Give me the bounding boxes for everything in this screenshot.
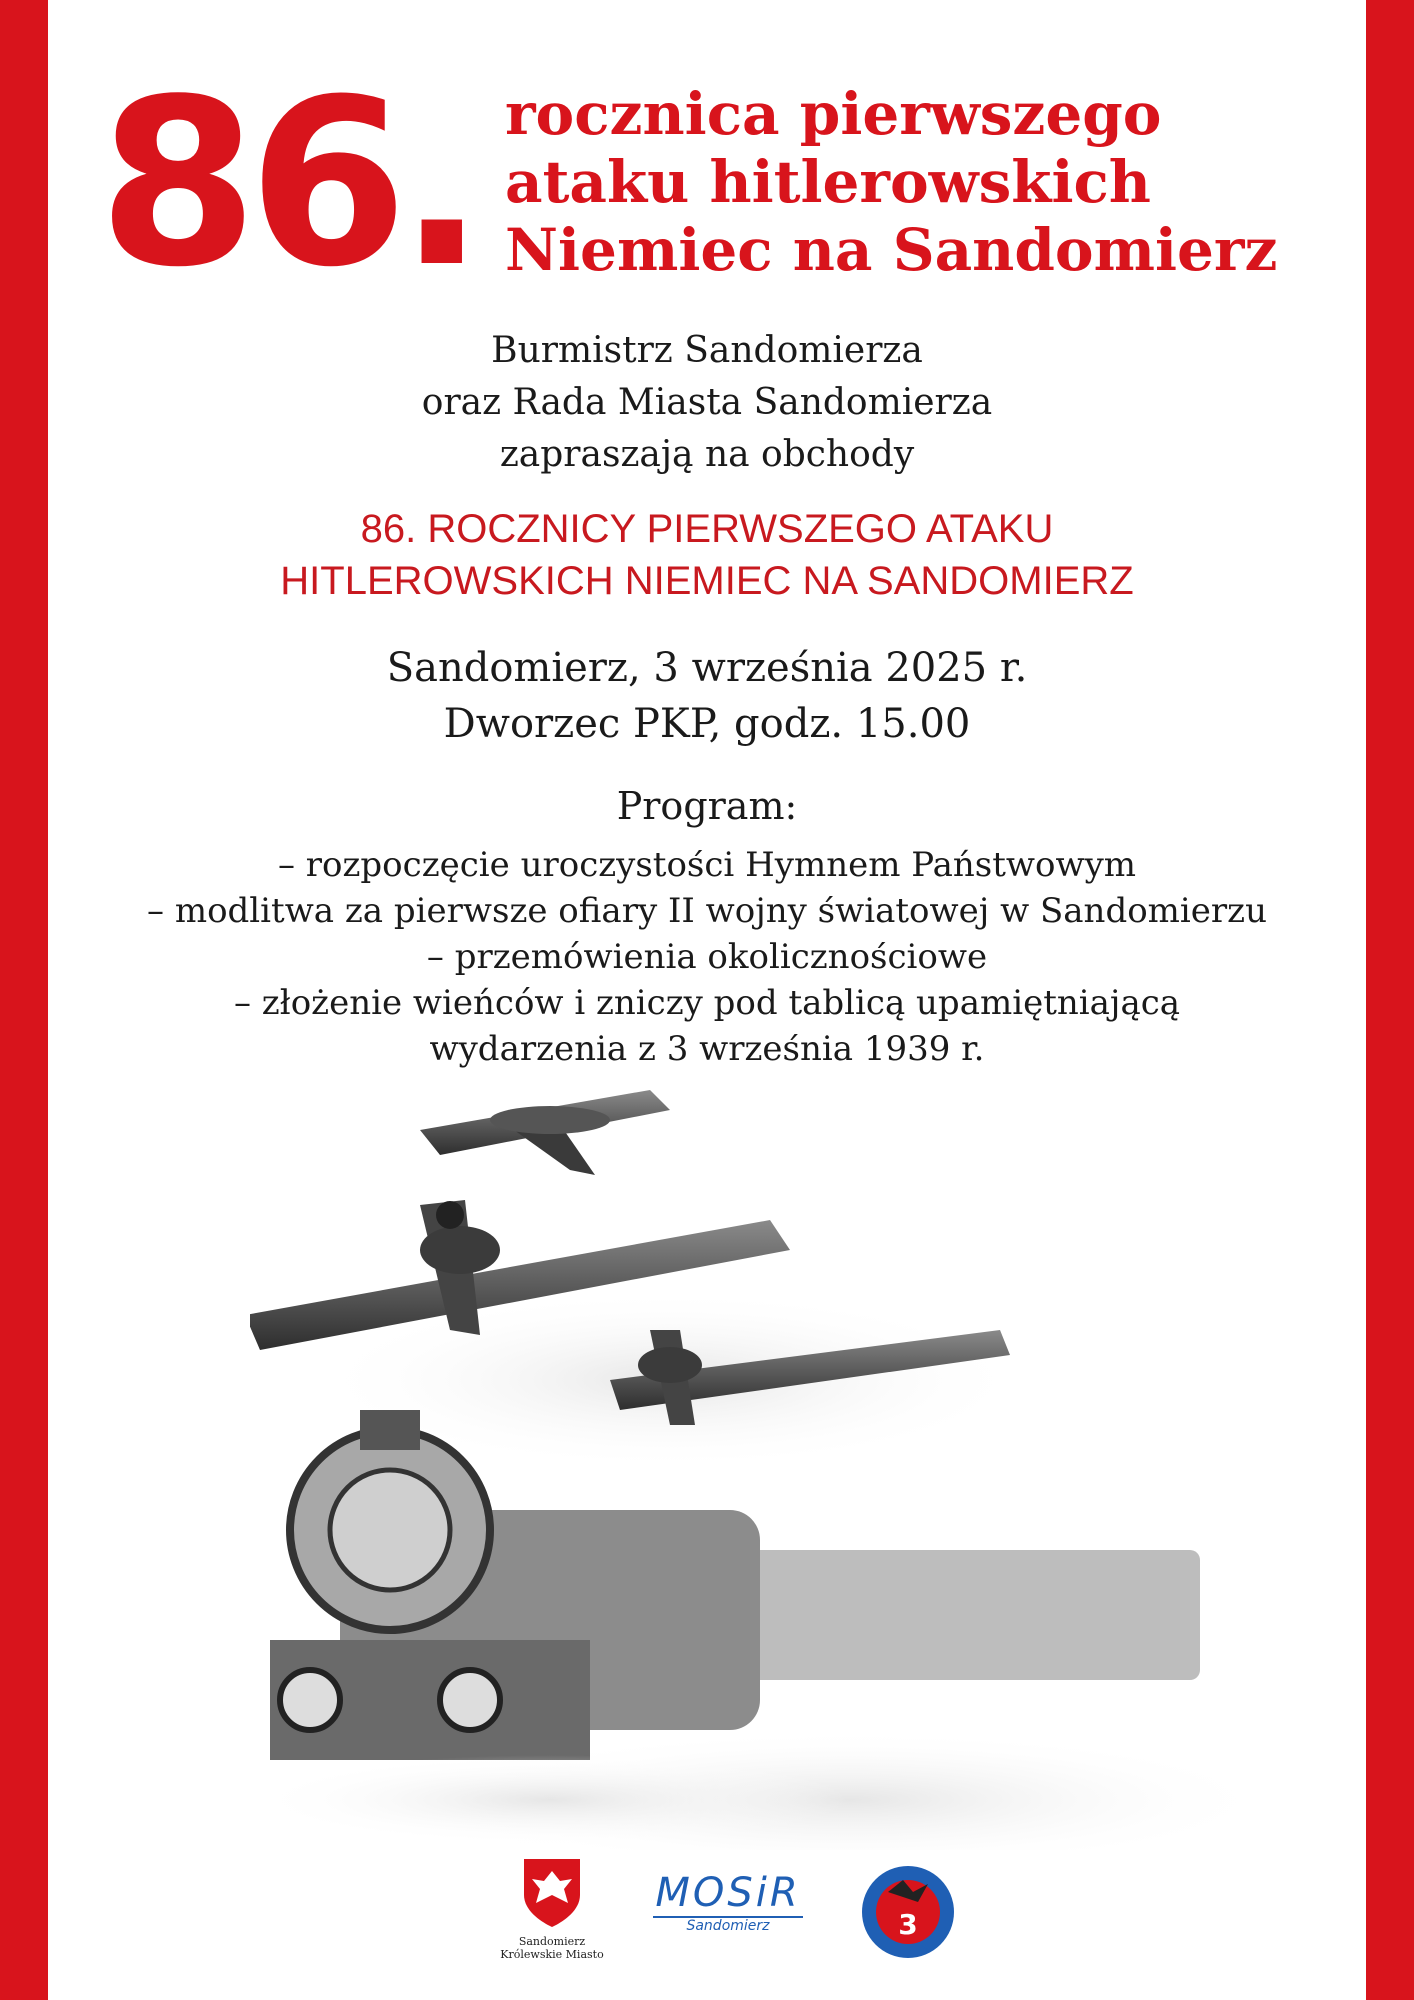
- event-title-line-2: HITLEROWSKICH NIEMIEC NA SANDOMIERZ: [280, 559, 1134, 603]
- city-coat-of-arms-icon: [520, 1855, 584, 1931]
- mosir-subtitle: Sandomierz: [653, 1916, 803, 1934]
- program-item: – modlitwa za pierwsze ofiary II wojny światowej w Sandomierzu: [147, 891, 1267, 931]
- planes-and-locomotive-illustration: [250, 1080, 1240, 1850]
- program-item: – przemówienia okolicznościowe: [426, 937, 988, 977]
- event-title: [48, 503, 1366, 607]
- mosir-name: MOSiR: [655, 1870, 801, 1916]
- steam-cloud: [250, 1755, 850, 1845]
- train-carriages: [720, 1550, 1200, 1680]
- invitation-text: [48, 325, 1366, 481]
- city-logo-line-1: Sandomierz: [518, 1935, 586, 1948]
- headline-line-3: Niemiec na Sandomierz: [505, 216, 1278, 284]
- event-title-line-1: 86. ROCZNICY PIERWSZEGO ATAKU: [360, 507, 1054, 551]
- invite-line-1: Burmistrz Sandomierza: [491, 330, 923, 371]
- event-location-time: Dworzec PKP, godz. 15.00: [443, 701, 971, 747]
- sandomierz-city-logo: [492, 1855, 612, 1961]
- program-item: wydarzenia z 3 września 1939 r.: [429, 1029, 985, 1069]
- city-logo-line-2: Królewskie Miasto: [500, 1948, 604, 1961]
- program-list: [48, 842, 1366, 1072]
- invite-line-2: oraz Rada Miasta Sandomierza: [421, 382, 993, 423]
- small-bomber-plane: [420, 1090, 670, 1175]
- right-red-border: [1366, 0, 1414, 2000]
- left-red-border: [0, 0, 48, 2000]
- unit-number: 3: [898, 1908, 918, 1941]
- date-and-place: [48, 640, 1366, 752]
- program-heading: Program:: [616, 784, 798, 828]
- program-item: – złożenie wieńców i zniczy pod tablicą upamiętniającą: [233, 983, 1181, 1023]
- military-unit-logo: [858, 1862, 958, 1962]
- unit-emblem-icon: [858, 1862, 958, 1962]
- anniversary-number: 86.: [98, 51, 476, 318]
- headline-line-1: rocznica pierwszego: [505, 80, 1162, 148]
- invite-line-3: zapraszają na obchody: [499, 434, 915, 475]
- program-item: – rozpoczęcie uroczystości Hymnem Państwowym: [277, 845, 1137, 885]
- mosir-logo: [628, 1870, 828, 1934]
- headline-line-2: ataku hitlerowskich: [505, 148, 1151, 216]
- event-date: Sandomierz, 3 września 2025 r.: [386, 645, 1028, 691]
- headline: [505, 80, 1365, 284]
